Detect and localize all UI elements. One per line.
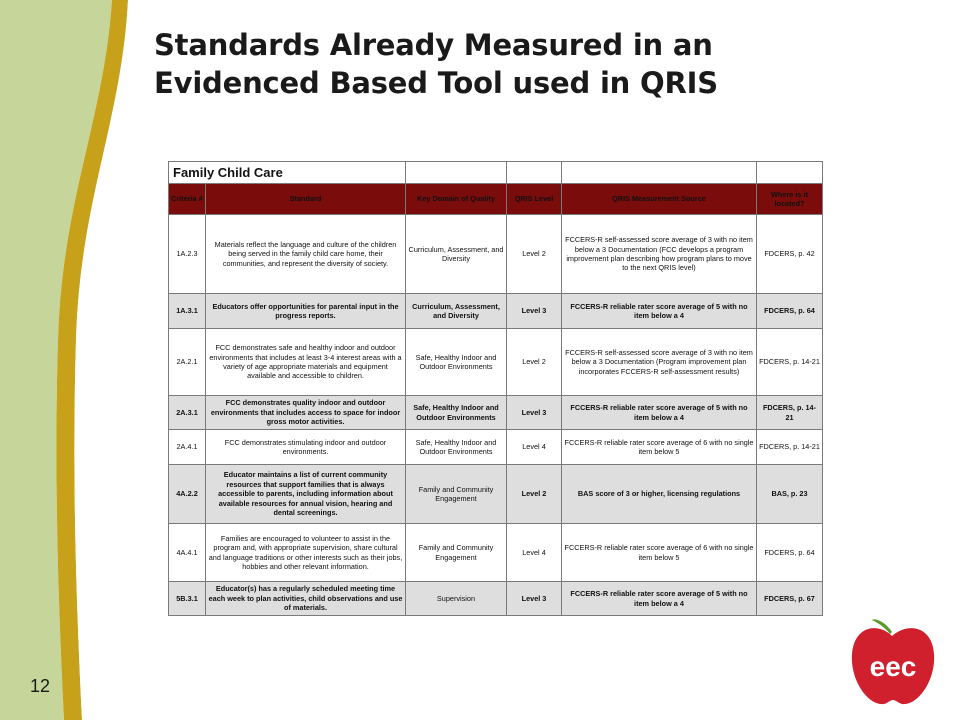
level-cell: Level 2	[507, 215, 562, 294]
standard-cell: FCC demonstrates stimulating indoor and outdoor environments.	[206, 430, 406, 465]
level-cell: Level 4	[507, 524, 562, 582]
title-line-1: Standards Already Measured in an	[154, 28, 713, 62]
slide-title	[154, 26, 914, 102]
domain-cell: Supervision	[406, 582, 507, 616]
section-row	[169, 162, 823, 184]
criteria-cell: 5B.3.1	[169, 582, 206, 616]
source-cell: FCCERS-R reliable rater score average of 6 with no single item below 5	[562, 430, 757, 465]
standard-cell: Educator(s) has a regularly scheduled meeting time each week to plan activities, child observations and use of materials.	[206, 582, 406, 616]
location-cell: FDCERS, p. 14-21	[757, 430, 823, 465]
standard-cell: FCC demonstrates safe and healthy indoor and outdoor environments that includes at least 3-4 interest areas with a variety of age appropriate materials and equipment available and accessible to children.	[206, 329, 406, 396]
table-row	[169, 215, 823, 294]
level-cell: Level 3	[507, 582, 562, 616]
source-cell: BAS score of 3 or higher, licensing regulations	[562, 465, 757, 524]
table-row	[169, 329, 823, 396]
standard-cell: Educator maintains a list of current community resources that support families that is always accessible to parents, including information about available resources for annual vision, hearing and dental screenings.	[206, 465, 406, 524]
location-cell: FDCERS, p. 42	[757, 215, 823, 294]
location-cell: FDCERS, p. 14-21	[757, 329, 823, 396]
criteria-cell: 4A.4.1	[169, 524, 206, 582]
level-cell: Level 4	[507, 430, 562, 465]
empty-cell	[406, 162, 507, 184]
criteria-cell: 4A.2.2	[169, 465, 206, 524]
header-source: QRIS Measurement Source	[562, 184, 757, 215]
location-cell: FDCERS, p. 67	[757, 582, 823, 616]
location-cell: BAS, p. 23	[757, 465, 823, 524]
empty-cell	[757, 162, 823, 184]
criteria-cell: 2A.3.1	[169, 396, 206, 430]
source-cell: FCCERS-R reliable rater score average of 5 with no item below a 4	[562, 294, 757, 329]
standard-cell: Educators offer opportunities for parental input in the progress reports.	[206, 294, 406, 329]
header-domain: Key Domain of Quality	[406, 184, 507, 215]
table-row	[169, 396, 823, 430]
header-row	[169, 184, 823, 215]
level-cell: Level 3	[507, 294, 562, 329]
table-row	[169, 524, 823, 582]
header-location: Where is it located?	[757, 184, 823, 215]
source-cell: FCCERS-R reliable rater score average of 5 with no item below a 4	[562, 396, 757, 430]
header-criteria: Criteria #	[169, 184, 206, 215]
header-standard: Standard	[206, 184, 406, 215]
source-cell: FCCERS-R self-assessed score average of 3 with no item below a 3 Documentation (Program improvement plan incorporates FCCERS-R self-assessment results)	[562, 329, 757, 396]
standard-cell: Materials reflect the language and culture of the children being served in the family child care home, their communities, and represent the diversity of society.	[206, 215, 406, 294]
section-label: Family Child Care	[169, 162, 406, 184]
standard-cell: FCC demonstrates quality indoor and outdoor environments that includes access to space for indoor gross motor activities.	[206, 396, 406, 430]
domain-cell: Safe, Healthy Indoor and Outdoor Environments	[406, 430, 507, 465]
decorative-stripe	[0, 0, 160, 720]
table-row	[169, 430, 823, 465]
criteria-cell: 2A.2.1	[169, 329, 206, 396]
table-row	[169, 294, 823, 329]
location-cell: FDCERS, p. 14-21	[757, 396, 823, 430]
domain-cell: Curriculum, Assessment, and Diversity	[406, 294, 507, 329]
empty-cell	[562, 162, 757, 184]
domain-cell: Safe, Healthy Indoor and Outdoor Environments	[406, 396, 507, 430]
empty-cell	[507, 162, 562, 184]
source-cell: FCCERS-R self-assessed score average of 3 with no item below a 3 Documentation (FCC develops a program improvement plan describing how program plans to move to the next QRIS level)	[562, 215, 757, 294]
level-cell: Level 2	[507, 329, 562, 396]
header-level: QRIS Level	[507, 184, 562, 215]
source-cell: FCCERS-R reliable rater score average of 5 with no item below a 4	[562, 582, 757, 616]
domain-cell: Family and Community Engagement	[406, 465, 507, 524]
eec-logo	[848, 614, 938, 710]
criteria-table-container	[168, 161, 822, 616]
domain-cell: Family and Community Engagement	[406, 524, 507, 582]
domain-cell: Curriculum, Assessment, and Diversity	[406, 215, 507, 294]
level-cell: Level 3	[507, 396, 562, 430]
criteria-cell: 1A.2.3	[169, 215, 206, 294]
location-cell: FDCERS, p. 64	[757, 524, 823, 582]
page-number: 12	[30, 676, 51, 696]
location-cell: FDCERS, p. 64	[757, 294, 823, 329]
level-cell: Level 2	[507, 465, 562, 524]
logo-text: eec	[869, 651, 917, 682]
criteria-cell: 1A.3.1	[169, 294, 206, 329]
source-cell: FCCERS-R reliable rater score average of 6 with no single item below 5	[562, 524, 757, 582]
title-line-2: Evidenced Based Tool used in QRIS	[154, 66, 718, 100]
table-row	[169, 582, 823, 616]
table-row	[169, 465, 823, 524]
criteria-table	[168, 161, 823, 616]
standard-cell: Families are encouraged to volunteer to assist in the program and, with appropriate supervision, share cultural and language traditions or other interests such as their jobs, hobbies and other relevant information.	[206, 524, 406, 582]
criteria-cell: 2A.4.1	[169, 430, 206, 465]
domain-cell: Safe, Healthy Indoor and Outdoor Environments	[406, 329, 507, 396]
